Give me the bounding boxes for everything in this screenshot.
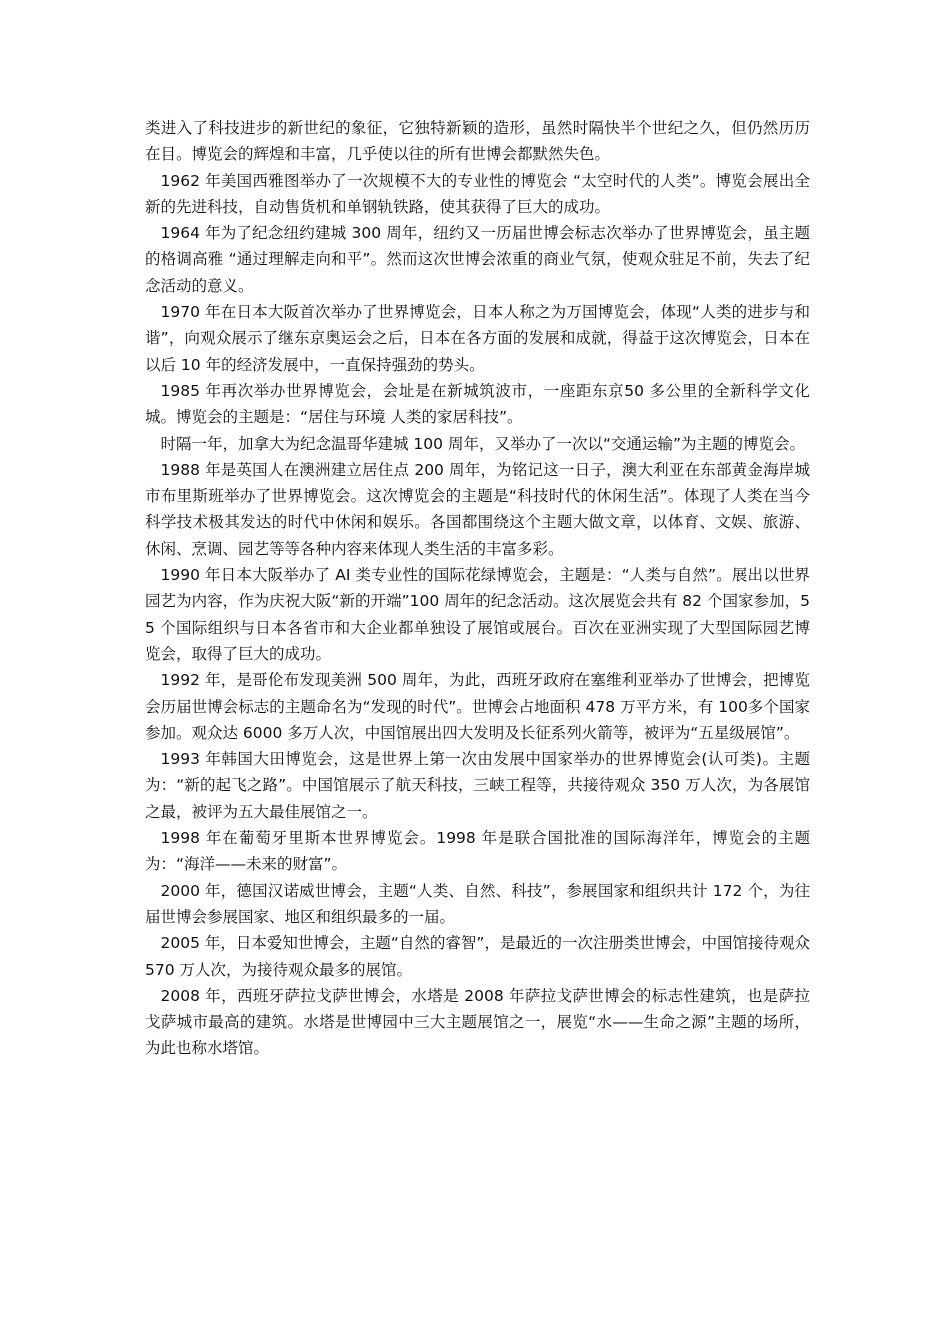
paragraph: 1998 年在葡萄牙里斯本世界博览会。1998 年是联合国批准的国际海洋年，博览会的主题为：“海洋——未来的财富”。 [145,829,810,874]
paragraph: 1992 年，是哥伦布发现美洲 500 周年，为此，西班牙政府在塞维利亚举办了世博会，把博览会历届世博会标志的主题命名为“发现的时代”。世博会占地面积 478 万平方米，有 100多个国家参加。观众达 6000 多万人次，中国馆展出四大发明及长征系列火箭等，被评为“五星级展馆”。 [145,671,810,742]
document-page [145,115,810,1062]
paragraph: 2000 年，德国汉诺威世博会，主题“人类、自然、科技”，参展国家和组织共计 172 个，为往届世博会参展国家、地区和组织最多的一届。 [145,881,810,926]
paragraph: 1990 年日本大阪举办了 AI 类专业性的国际花绿博览会，主题是：“人类与自然”。展出以世界园艺为内容，作为庆祝大阪“新的开端”100 周年的纪念活动。这次展览会共有 82 个国家参加，55 个国际组织与日本各省市和大企业都单独设了展馆或展台。百次在亚洲实现了大型国际园艺博览会，取得了巨大的成功。 [145,566,810,663]
paragraph: 2005 年，日本爱知世博会，主题“自然的睿智”，是最近的一次注册类世博会，中国馆接待观众 570 万人次，为接待观众最多的展馆。 [145,934,810,979]
paragraph: 时隔一年，加拿大为纪念温哥华建城 100 周年，又举办了一次以“交通运输”为主题的博览会。 [160,434,806,453]
paragraph: 1970 年在日本大阪首次举办了世界博览会，日本人称之为万国博览会，体现“人类的进步与和谐”，向观众展示了继东京奥运会之后，日本在各方面的发展和成就，得益于这次博览会，日本在以后 10 年的经济发展中，一直保持强劲的势头。 [145,303,810,374]
paragraph: 1988 年是英国人在澳洲建立居住点 200 周年，为铭记这一日子，澳大利亚在东部黄金海岸城市布里斯班举办了世界博览会。这次博览会的主题是“科技时代的休闲生活”。体现了人类在当今科学技术极其发达的时代中休闲和娱乐。各国都围绕这个主题大做文章，以体育、文娱、旅游、休闲、烹调、园艺等等各种内容来体现人类生活的丰富多彩。 [145,460,810,558]
paragraph: 1993 年韩国大田博览会，这是世界上第一次由发展中国家举办的世界博览会(认可类)。主题为：“新的起飞之路”。中国馆展示了航天科技，三峡工程等，共接待观众 350 万人次，为各展馆之最，被评为五大最佳展馆之一。 [145,750,810,821]
paragraph: 1985 年再次举办世界博览会，会址是在新城筑波市，一座距东京50 多公里的全新科学文化城。博览会的主题是：“居住与环境 人类的家居科技”。 [145,381,810,427]
paragraph: 1962 年美国西雅图举办了一次规模不大的专业性的博览会 “太空时代的人类”。博览会展出全新的先进科技，自动售货机和单钢轨铁路，使其获得了巨大的成功。 [145,171,810,216]
paragraph: 2008 年，西班牙萨拉戈萨世博会，水塔是 2008 年萨拉戈萨世博会的标志性建筑，也是萨拉戈萨城市最高的建筑。水塔是世博园中三大主题展馆之一，展览“水——生命之源”主题的场所，为此也称水塔馆。 [145,986,810,1058]
paragraph: 类进入了科技进步的新世纪的象征，它独特新颖的造形，虽然时隔快半个世纪之久，但仍然历历在目。博览会的辉煌和丰富，几乎使以往的所有世博会都默然失色。 [145,119,810,164]
paragraph: 1964 年为了纪念纽约建城 300 周年，纽约又一历届世博会标志次举办了世界博览会，虽主题的格调高雅 “通过理解走向和平”。然而这次世博会浓重的商业气氛，使观众驻足不前，失去了纪念活动的意义。 [145,224,810,295]
